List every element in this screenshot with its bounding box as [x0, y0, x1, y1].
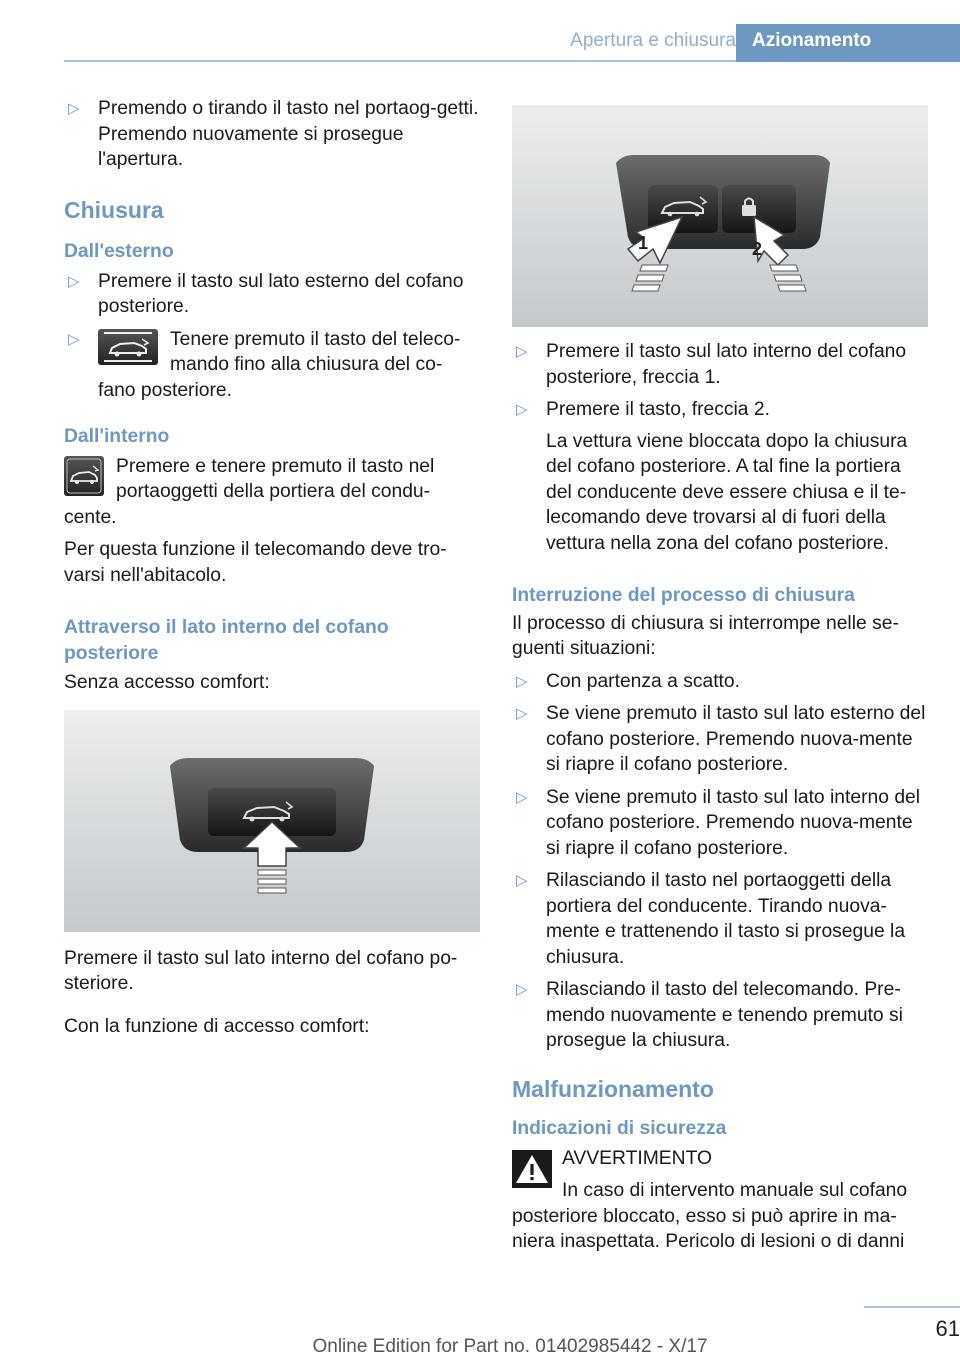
- photo-caption: Premere il tasto sul lato interno del cofano po‐steriore.: [64, 947, 458, 994]
- list-item: ▷ Se viene premuto il tasto sul lato esterno del cofano posteriore. Premendo nuova‐mente si riapre il cofano posteriore.: [516, 703, 926, 775]
- warning-block: AVVERTIMENTO In caso di intervento manuale sul cofano: [512, 1146, 930, 1204]
- list-interruzione: [512, 669, 930, 1054]
- bullet-triangle-icon: ▷: [516, 343, 528, 360]
- list-item: ▷ Con partenza a scatto.: [512, 669, 930, 695]
- bullet-triangle-icon: ▷: [516, 788, 528, 806]
- heading-interruzione: Interruzione del processo di chiusura: [512, 585, 855, 606]
- list-item: ▷ Premere il tasto sul lato interno del cofano posteriore, freccia 1.: [516, 341, 907, 388]
- bullet-triangle-icon: ▷: [516, 705, 528, 722]
- heading-malfunzionamento: Malfunzionamento: [512, 1075, 714, 1102]
- page-number: 61: [935, 1316, 960, 1341]
- list-item: ▷ Rilasciando il tasto del telecomando. Pre‐mendo nuovamente e tenendo premuto si prosegue la chiusura.: [516, 979, 903, 1051]
- heading-dall-esterno: Dall'esterno: [64, 241, 174, 262]
- bullet-triangle-icon: ▷: [68, 272, 80, 290]
- heading-lato-interno: Attraverso il lato interno del cofano posteriore: [64, 617, 389, 664]
- left-column: ▷ Premendo o tirando il tasto nel portaog‐getti. Premendo nuovamente si prosegue l'apertura. Chiusura Dall'esterno ▷ Premere il tasto sul lato esterno del cofano posteriore. ▷ Tenere premuto il tasto del teleco‐mando fino alla chiusura del co‐ fano posteriore. Dall'interno Premere e tenere premuto il tasto nel portaoggetti della portiera del condu‐ cente. Per questa funzione il telecomando deve tro‐varsi nell'abitacolo. Attraverso il lato interno del cofano posteriore Senza accesso comfort: Premere il tasto sul lato interno del cofano po‐steriore. Con la funzione di accesso comfort:: [64, 96, 482, 1046]
- warning-icon: [512, 1150, 552, 1188]
- list-esterno: [64, 269, 482, 404]
- bullet-triangle-icon: ▷: [516, 401, 528, 418]
- bullet-triangle-icon: ▷: [68, 100, 80, 117]
- footer-rule: [864, 1306, 960, 1308]
- tailgate-car-icon: [98, 329, 158, 365]
- interno-paragraph: Premere e tenere premuto il tasto nel portaoggetti della portiera del condu‐: [64, 454, 482, 505]
- list-item: ▷ Premere il tasto, freccia 2. La vettura viene bloccata dopo la chiusura del cofano posteriore. A tal fine la portiera del conducente deve essere chiusa e il te‐lecomando deve trovarsi al di fuori della vettura nella zona del cofano posteriore.: [516, 399, 908, 554]
- heading-chiusura: Chiusura: [64, 196, 164, 223]
- right-column: 1 2 ▷ Premere il tasto sul lato interno del cofano posteriore, freccia 1. ▷ Premere il tasto, freccia 2. La vettura viene bloccata dopo la chiusura del cofano posteriore. A tal fine la portiera del conducente deve essere chiusa e il te‐lecomando deve trovarsi al di fuori della vettura nella zona del cofano posteriore. Interruzione del processo di chiusura Il processo di chiusura si interrompe nelle se‐guenti situazioni: ▷ Con partenza a scatto. ▷ Se viene premuto il tasto sul lato esterno del cofano posteriore. Premendo nuova‐mente si riapre il cofano posteriore. ▷ Se viene premuto il tasto sul lato interno del cofano posteriore. Premendo nuova‐mente si riapre il cofano posteriore. ▷ Rilasciando il tasto nel portaoggetti della portiera del conducente. Tirando nuova‐mente e trattenendo il tasto si prosegue la chiusura. ▷ Rilasciando il tasto del telecomando. Pre‐mendo nuovamente e tenendo premuto si prosegue la chiusura. Malfunzionamento Indicazioni di sicurezza AVVERTIMENTO In caso di intervento manuale sul cofano posteriore bloccato, esso si può aprire in ma‐niera inaspettata. Pericolo di lesioni o di danni: [512, 105, 930, 1255]
- button-photo-single: [64, 710, 480, 932]
- header-tab: Azionamento: [736, 24, 960, 62]
- footer-edition: Online Edition for Part no. 01402985442 - X/17: [312, 1336, 708, 1357]
- list-item: ▷ Rilasciando il tasto nel portaoggetti della portiera del conducente. Tirando nuova‐mente e trattenendo il tasto si prosegue la chiusura.: [516, 870, 906, 968]
- tailgate-car-icon: [64, 456, 104, 496]
- list-item: ▷ Se viene premuto il tasto sul lato interno del cofano posteriore. Premendo nuova‐mente si riapre il cofano posteriore.: [516, 786, 921, 859]
- bullet-triangle-icon: ▷: [68, 330, 80, 348]
- list-item: ▷ Premendo o tirando il tasto nel portaog‐getti. Premendo nuovamente si prosegue l'apertura.: [68, 98, 479, 170]
- svg-text:1: 1: [638, 233, 649, 253]
- bullet-triangle-icon: ▷: [516, 872, 528, 889]
- warning-title: AVVERTIMENTO: [562, 1147, 712, 1169]
- list-continuation: [64, 96, 482, 173]
- bullet-triangle-icon: ▷: [516, 672, 528, 690]
- list-item: ▷ Tenere premuto il tasto del teleco‐mando fino alla chiusura del co‐ fano posteriore.: [68, 328, 461, 401]
- heading-sicurezza: Indicazioni di sicurezza: [512, 1118, 727, 1139]
- bullet-triangle-icon: ▷: [516, 981, 528, 998]
- list-item: ▷ Premere il tasto sul lato esterno del cofano posteriore.: [68, 270, 464, 317]
- header-section-title: Apertura e chiusura: [570, 30, 736, 51]
- svg-text:2: 2: [752, 239, 763, 259]
- button-photo-double: [512, 105, 928, 327]
- list-lato-interno: [512, 339, 930, 556]
- heading-dall-interno: Dall'interno: [64, 426, 170, 447]
